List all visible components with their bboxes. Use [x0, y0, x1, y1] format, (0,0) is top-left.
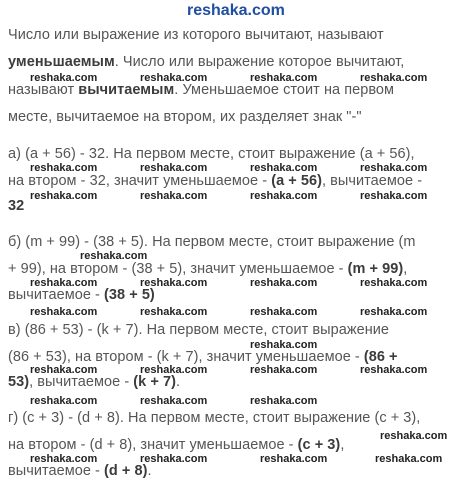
answer-b-line-1: б) (m + 99) - (38 + 5). На первом месте, стоит выражение (m: [8, 234, 416, 250]
watermark: reshaka.com: [250, 72, 318, 84]
watermark: reshaka.com: [360, 364, 428, 376]
watermark: reshaka.com: [380, 430, 448, 442]
answer-a-line-2: на втором - 32, значит уменьшаемое - (a + 56), вычитаемое -: [8, 173, 423, 189]
watermark: reshaka.com: [30, 277, 98, 289]
watermark: reshaka.com: [140, 306, 208, 318]
watermark: reshaka.com: [140, 453, 208, 465]
watermark: reshaka.com: [250, 339, 318, 351]
definition-line-2: уменьшаемым. Число или выражение которое вычитают,: [8, 54, 405, 70]
watermark: reshaka.com: [260, 453, 328, 465]
watermark: reshaka.com: [250, 395, 318, 407]
definition-line-4: месте, вычитаемое на втором, их разделяет знак "-": [8, 109, 362, 125]
watermark: reshaka.com: [360, 277, 428, 289]
definition-line-1: Число или выражение из которого вычитают, называют: [8, 27, 384, 43]
watermark: reshaka.com: [250, 190, 318, 202]
answer-g-line-3: вычитаемое - (d + 8).: [8, 463, 152, 479]
watermark: reshaka.com: [140, 395, 208, 407]
answer-g-line-2: на втором - (d + 8), значит уменьшаемое - (c + 3),: [8, 437, 345, 453]
answer-a-line-3: 32: [8, 198, 25, 214]
answer-b-line-2: + 99), на втором - (38 + 5), значит уменьшаемое - (m + 99),: [8, 261, 408, 277]
answer-v-line-2: (86 + 53), на втором - (k + 7), значит уменьшаемое - (86 +: [8, 349, 398, 365]
watermark: reshaka.com: [250, 162, 318, 174]
watermark: reshaka.com: [250, 364, 318, 376]
site-watermark-title: reshaka.com: [187, 2, 285, 19]
definition-line-3: называют вычитаемым. Уменьшаемое стоит на первом: [8, 82, 395, 98]
watermark: reshaka.com: [30, 453, 98, 465]
watermark: reshaka.com: [360, 162, 428, 174]
answer-g-line-1: г) (c + 3) - (d + 8). На первом месте, стоит выражение (c + 3),: [8, 410, 421, 426]
watermark: reshaka.com: [360, 190, 428, 202]
answer-a-line-1: а) (a + 56) - 32. На первом месте, стоит выражение (a + 56),: [8, 146, 415, 162]
watermark: reshaka.com: [140, 162, 208, 174]
watermark: reshaka.com: [30, 364, 98, 376]
watermark: reshaka.com: [30, 72, 98, 84]
watermark: reshaka.com: [80, 250, 148, 262]
watermark: reshaka.com: [30, 306, 98, 318]
answer-v-line-3: 53), вычитаемое - (k + 7).: [8, 374, 181, 390]
watermark: reshaka.com: [250, 306, 318, 318]
answer-v-line-1: в) (86 + 53) - (k + 7). На первом месте, стоит выражение: [8, 322, 390, 338]
watermark: reshaka.com: [30, 395, 98, 407]
watermark: reshaka.com: [360, 306, 428, 318]
watermark: reshaka.com: [30, 162, 98, 174]
watermark: reshaka.com: [375, 453, 443, 465]
watermark: reshaka.com: [140, 190, 208, 202]
term-subtrahend: вычитаемым: [78, 82, 175, 98]
watermark: reshaka.com: [30, 190, 98, 202]
watermark: reshaka.com: [360, 72, 428, 84]
answer-b-line-3: вычитаемое - (38 + 5): [8, 287, 155, 303]
term-minuend: уменьшаемым: [8, 54, 115, 70]
watermark: reshaka.com: [140, 277, 208, 289]
watermark: reshaka.com: [250, 277, 318, 289]
watermark: reshaka.com: [140, 364, 208, 376]
watermark: reshaka.com: [140, 72, 208, 84]
